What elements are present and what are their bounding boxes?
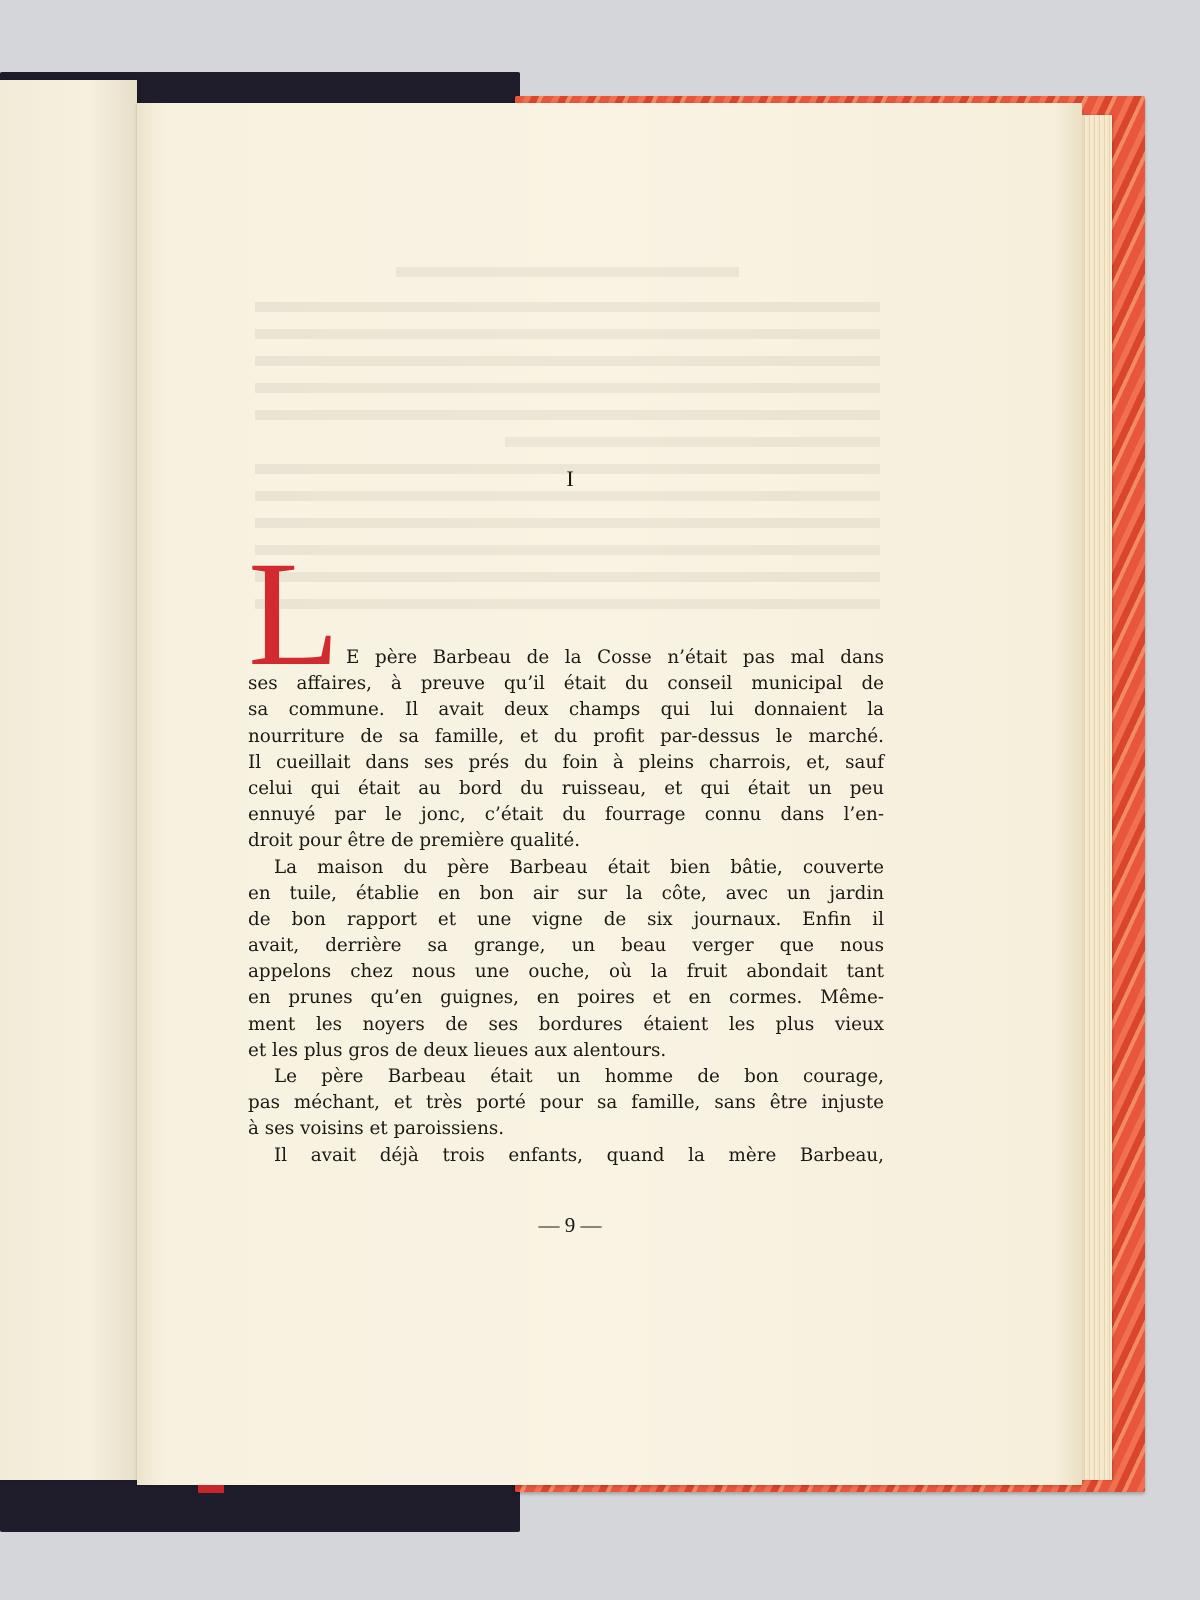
text-line: droit pour être de première qualité. (248, 830, 581, 852)
text-line: appelons chez nous une ouche, où la fruit abondait tant (248, 961, 884, 983)
text-line: en prunes qu’en guignes, en poires et en cormes. Même- (248, 987, 884, 1009)
text-line: nourriture de sa famille, et du profit par-dessus le marché. (248, 725, 884, 747)
page-number: — 9 — (538, 1213, 602, 1237)
text-line: Il cueillait dans ses prés du foin à pleins charrois, et, sauf (248, 751, 884, 773)
text-line: La maison du père Barbeau était bien bâtie, couverte (274, 856, 884, 878)
body-text (248, 645, 884, 1169)
text-line: avait, derrière sa grange, un beau verger que nous (248, 935, 884, 957)
text-line: pas méchant, et très porté pour sa famille, sans être injuste (248, 1092, 884, 1114)
text-line: ennuyé par le jonc, c’était du fourrage connu dans l’en- (248, 804, 884, 826)
text-line: E père Barbeau de la Cosse n’était pas mal dans (346, 647, 884, 668)
chapter-number: I (566, 466, 574, 491)
bookmark-thread (198, 1485, 224, 1493)
text-line: sa commune. Il avait deux champs qui lui donnaient la (248, 699, 884, 721)
drop-cap: L (248, 531, 338, 697)
text-line: à ses voisins et paroissiens. (248, 1118, 505, 1140)
text-line: et les plus gros de deux lieues aux alentours. (248, 1039, 667, 1061)
text-line: celui qui était au bord du ruisseau, et qui était un peu (248, 777, 884, 799)
text-line: ment les noyers de ses bordures étaient les plus vieux (248, 1013, 884, 1035)
text-line: en tuile, établie en bon air sur la côte, avec un jardin (248, 882, 884, 904)
text-line: ses affaires, à preuve qu’il était du conseil municipal de (248, 673, 884, 695)
left-page-edge (0, 80, 137, 1480)
text-line: Le père Barbeau était un homme de bon courage, (274, 1066, 884, 1087)
text-line: de bon rapport et une vigne de six journaux. Enfin il (248, 908, 884, 930)
text-line: Il avait déjà trois enfants, quand la mère Barbeau, (274, 1144, 884, 1166)
show-through-text (255, 250, 880, 670)
